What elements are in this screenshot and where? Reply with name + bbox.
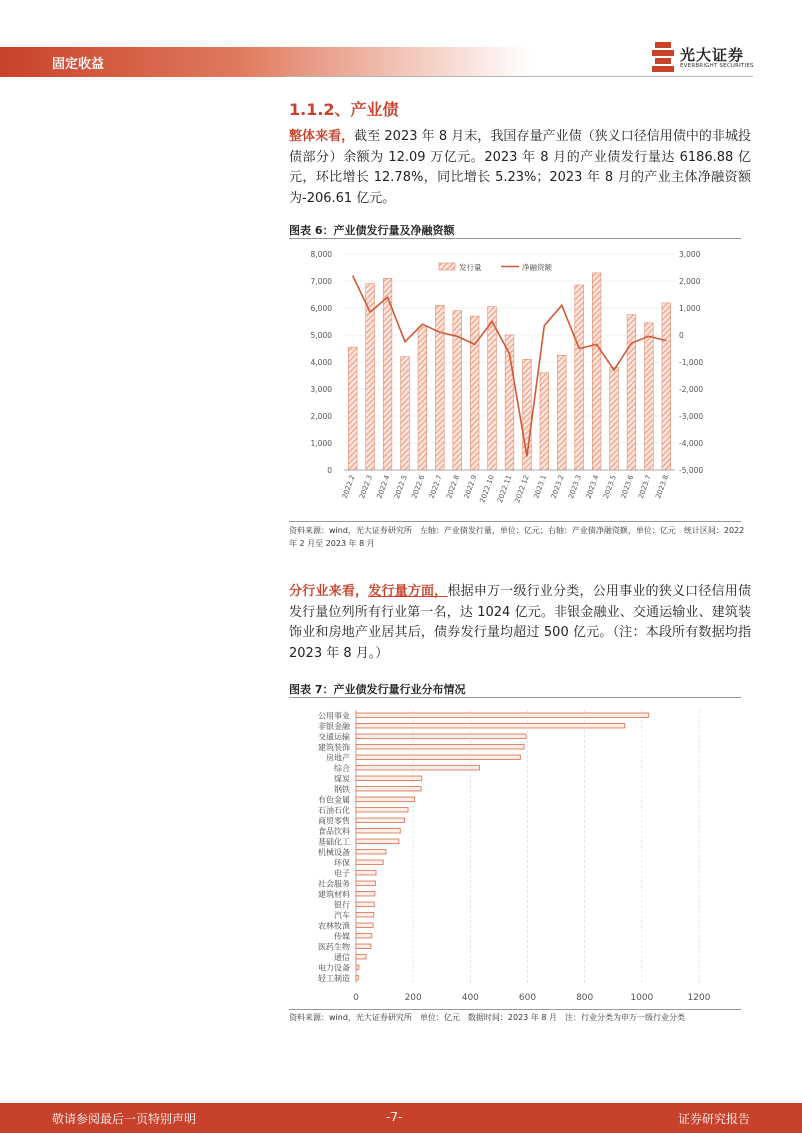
bar-issuance [662, 303, 671, 470]
y-tick-label: 医药生物 [318, 942, 350, 952]
y-tick-label: 电子 [334, 868, 350, 878]
y-tick-label: 环保 [334, 858, 350, 868]
y-tick-label: 食品饮料 [318, 826, 350, 836]
bar-issuance [540, 373, 549, 470]
y-left-tick-label: 0 [327, 466, 332, 475]
footer-report-type: 证券研究报告 [678, 1112, 751, 1126]
x-tick-label: 2022.3 [358, 473, 375, 500]
y-tick-label: 房地产 [326, 753, 350, 763]
x-tick-label: 2023.8 [654, 473, 671, 500]
y-tick-label: 有色金属 [318, 795, 350, 805]
y-tick-label: 非银金融 [318, 721, 350, 731]
y-left-tick-label: 1,000 [310, 439, 332, 448]
x-tick-label: 2022.12 [513, 473, 531, 504]
y-tick-label: 农林牧渔 [318, 921, 350, 931]
figure6-top-rule [289, 238, 741, 239]
paragraph-by-industry [289, 582, 751, 664]
x-tick-label: 400 [461, 993, 479, 1003]
bar-industry [356, 808, 408, 812]
y-left-tick-label: 8,000 [310, 250, 332, 259]
bar-industry [356, 839, 399, 843]
x-tick-label: 2023.7 [636, 473, 653, 500]
para2-lead1: 分行业来看， [289, 584, 369, 599]
bar-issuance [645, 323, 654, 470]
x-tick-label: 2023.3 [567, 473, 584, 500]
bar-industry [356, 871, 376, 875]
logo-en: EVERBRIGHT SECURITIES [680, 63, 754, 69]
logo [652, 42, 762, 74]
para1-lead: 整体来看， [289, 129, 355, 144]
y-tick-label: 交通运输 [318, 732, 350, 742]
para2-lead2: 发行量方面， [368, 584, 448, 599]
header-rule [285, 76, 753, 77]
x-tick-label: 2023.1 [532, 473, 549, 500]
figure7-title: 图表 7：产业债发行量行业分布情况 [289, 683, 466, 696]
footer-disclaimer: 敬请参阅最后一页特别声明 [52, 1112, 197, 1126]
x-tick-label: 2022.10 [478, 473, 496, 504]
y-tick-label: 社会服务 [318, 879, 350, 889]
bar-industry [356, 766, 479, 770]
y-tick-label: 通信 [334, 952, 350, 962]
y-right-tick-label: 2,000 [679, 277, 701, 286]
y-tick-label: 机械设备 [318, 847, 350, 857]
y-left-tick-label: 7,000 [310, 277, 332, 286]
figure6-title: 图表 6：产业债发行量及净融资额 [289, 224, 455, 237]
x-tick-label: 2022.6 [410, 473, 427, 500]
x-tick-label: 2022.11 [495, 473, 514, 504]
x-tick-label: 2022.4 [375, 473, 392, 500]
x-tick-label: 2023.6 [619, 473, 636, 500]
bar-industry [356, 797, 415, 801]
bar-issuance [592, 273, 601, 470]
y-tick-label: 汽车 [334, 910, 350, 920]
bar-industry [356, 787, 421, 791]
bar-industry [356, 713, 649, 717]
x-tick-label: 2023.2 [549, 473, 566, 500]
legend-label-netfinancing: 净融资额 [522, 263, 552, 272]
bar-industry [356, 881, 375, 885]
bar-industry [356, 734, 526, 738]
y-right-tick-label: -3,000 [679, 412, 704, 421]
bar-industry [356, 944, 371, 948]
x-tick-label: 0 [353, 993, 359, 1003]
x-tick-label: 2022.8 [445, 473, 462, 500]
y-tick-label: 钢铁 [334, 784, 350, 794]
y-right-tick-label: 3,000 [679, 250, 701, 259]
bar-issuance [435, 305, 444, 470]
bar-industry [356, 892, 375, 896]
y-tick-label: 建筑材料 [318, 889, 350, 899]
y-tick-label: 基础化工 [318, 837, 350, 847]
bar-industry [356, 934, 372, 938]
bar-issuance [575, 285, 584, 470]
y-tick-label: 传媒 [334, 931, 350, 941]
chart-issuance-netfinancing [289, 240, 745, 520]
legend-swatch-bar [439, 263, 455, 270]
y-right-tick-label: -1,000 [679, 358, 704, 367]
bar-issuance [557, 355, 566, 470]
figure7-top-rule [289, 697, 741, 698]
bar-industry [356, 860, 383, 864]
y-tick-label: 公用事业 [318, 711, 350, 721]
bar-industry [356, 913, 374, 917]
x-tick-label: 2022.9 [462, 473, 479, 500]
y-right-tick-label: 1,000 [679, 304, 701, 313]
logo-mark-icon [652, 42, 674, 72]
bar-industry [356, 724, 625, 728]
y-right-tick-label: -4,000 [679, 439, 704, 448]
para2-text: 根据申万一级行业分类，公用事业的狭义口径信用债发行量位列所有行业第一名，达 1024 亿元。非银金融业、交通运输业、建筑装饰业和房地产业居其后，债券发行量均超过 500 亿元。（注：本段所有数据均指 2023 年 8 月。） [289, 584, 751, 661]
bar-industry [356, 923, 373, 927]
x-tick-label: 600 [518, 993, 537, 1003]
y-tick-label: 银行 [334, 900, 350, 910]
y-left-tick-label: 6,000 [310, 304, 332, 313]
bar-issuance [627, 315, 636, 470]
figure7-bottom-rule [289, 1009, 741, 1010]
legend-label-issuance: 发行量 [459, 263, 482, 272]
bar-industry [356, 818, 405, 822]
bar-issuance [488, 307, 497, 470]
chart-industry-distribution [289, 700, 745, 1010]
paragraph-overall [289, 127, 751, 209]
bar-issuance [418, 327, 427, 470]
y-left-tick-label: 5,000 [310, 331, 332, 340]
x-tick-label: 1000 [630, 993, 654, 1003]
x-tick-label: 2022.7 [427, 473, 444, 500]
figure6-source: 资料来源：wind，光大证券研究所 左轴：产业债发行量，单位：亿元；右轴：产业债净融资额，单位：亿元 统计区间：2022 年 2 月至 2023 年 8 月 [289, 526, 745, 548]
figure7-source: 资料来源：wind，光大证券研究所 单位：亿元 数据时间：2023 年 8 月 注：行业分类为申万一级行业分类 [289, 1013, 685, 1022]
x-tick-label: 2022.5 [392, 473, 409, 500]
page-number: -7- [386, 1110, 403, 1124]
y-tick-label: 建筑装饰 [318, 742, 350, 752]
header-label: 固定收益 [52, 57, 105, 72]
para1-text: 截至 2023 年 8 月末，我国存量产业债（狭义口径信用债中的非城投债部分）余额为 12.09 万亿元。2023 年 8 月的产业债发行量达 6186.88 亿元，环比增长 12.78%，同比增长 5.23%；2023 年 8 月的产业主体净融资额为-206.61 亿元。 [289, 129, 751, 206]
y-left-tick-label: 2,000 [310, 412, 332, 421]
y-right-tick-label: -5,000 [679, 466, 704, 475]
y-tick-label: 轻工制造 [318, 973, 350, 983]
logo-cn: 光大证券 [680, 46, 745, 64]
section-title: 1.1.2、产业债 [289, 100, 399, 119]
bar-issuance [610, 367, 619, 470]
y-tick-label: 电力设备 [318, 963, 350, 973]
bar-industry [356, 745, 524, 749]
y-tick-label: 综合 [334, 763, 350, 773]
bar-issuance [401, 357, 410, 470]
y-tick-label: 石油石化 [318, 805, 350, 815]
bar-industry [356, 755, 520, 759]
bar-industry [356, 976, 358, 980]
y-tick-label: 煤炭 [334, 774, 350, 784]
y-left-tick-label: 3,000 [310, 385, 332, 394]
x-tick-label: 2023.4 [584, 473, 601, 500]
x-tick-label: 1200 [687, 993, 711, 1003]
bar-industry [356, 955, 366, 959]
y-right-tick-label: -2,000 [679, 385, 704, 394]
bar-industry [356, 776, 422, 780]
bar-industry [356, 850, 386, 854]
y-tick-label: 商贸零售 [318, 816, 350, 826]
bar-industry [356, 965, 359, 969]
x-tick-label: 200 [404, 993, 422, 1003]
bar-issuance [453, 311, 462, 470]
bar-industry [356, 829, 400, 833]
bar-issuance [348, 347, 357, 470]
x-tick-label: 2022.2 [340, 473, 357, 500]
figure6-bottom-rule [289, 521, 741, 522]
x-tick-label: 2023.5 [602, 473, 618, 500]
y-right-tick-label: 0 [679, 331, 684, 340]
x-tick-label: 800 [576, 993, 594, 1003]
y-left-tick-label: 4,000 [310, 358, 332, 367]
bar-industry [356, 902, 374, 906]
